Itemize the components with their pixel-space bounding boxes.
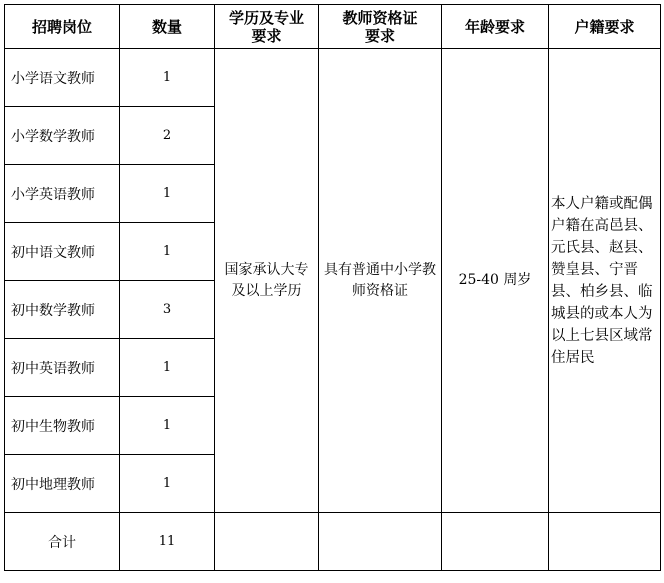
- total-empty-age: [442, 513, 549, 571]
- post-cell: 小学语文教师: [5, 49, 120, 107]
- age-cell: 25-40 周岁: [442, 49, 549, 513]
- count-cell: 1: [120, 397, 215, 455]
- count-cell: 2: [120, 107, 215, 165]
- certificate-cell: 具有普通中小学教师资格证: [319, 49, 442, 513]
- total-label: 合计: [5, 513, 120, 571]
- post-cell: 初中生物教师: [5, 397, 120, 455]
- total-row: [5, 513, 661, 571]
- header-certificate-line2: 要求: [364, 26, 395, 45]
- post-cell: 初中英语教师: [5, 339, 120, 397]
- header-education-line2: 要求: [251, 26, 282, 45]
- total-empty-education: [215, 513, 319, 571]
- header-certificate-line1: 教师资格证: [342, 8, 418, 27]
- header-row: [5, 5, 661, 49]
- count-cell: 1: [120, 49, 215, 107]
- post-cell: 小学数学教师: [5, 107, 120, 165]
- total-empty-certificate: [319, 513, 442, 571]
- header-count: [120, 5, 215, 49]
- header-age-text: 年龄要求: [464, 17, 525, 36]
- total-value: 11: [120, 513, 215, 571]
- header-age: [442, 5, 549, 49]
- header-post: [5, 5, 120, 49]
- header-education-line1: 学历及专业: [228, 8, 304, 27]
- header-hukou-text: 户籍要求: [574, 17, 635, 36]
- count-cell: 1: [120, 223, 215, 281]
- count-cell: 1: [120, 455, 215, 513]
- post-cell: 初中地理教师: [5, 455, 120, 513]
- recruitment-table: [4, 4, 661, 571]
- header-certificate: [319, 5, 442, 49]
- post-cell: 初中语文教师: [5, 223, 120, 281]
- post-cell: 小学英语教师: [5, 165, 120, 223]
- header-count-text: 数量: [151, 17, 182, 36]
- count-cell: 1: [120, 339, 215, 397]
- count-cell: 3: [120, 281, 215, 339]
- post-cell: 初中数学教师: [5, 281, 120, 339]
- header-hukou: [549, 5, 661, 49]
- hukou-cell: 本人户籍或配偶户籍在高邑县、元氏县、赵县、赞皇县、宁晋县、柏乡县、临城县的或本人为以上七县区域常住居民: [549, 49, 661, 513]
- count-cell: 1: [120, 165, 215, 223]
- total-empty-hukou: [549, 513, 661, 571]
- education-cell: 国家承认大专及以上学历: [215, 49, 319, 513]
- header-education: [215, 5, 319, 49]
- table-row: [5, 49, 661, 107]
- header-post-text: 招聘岗位: [31, 17, 92, 36]
